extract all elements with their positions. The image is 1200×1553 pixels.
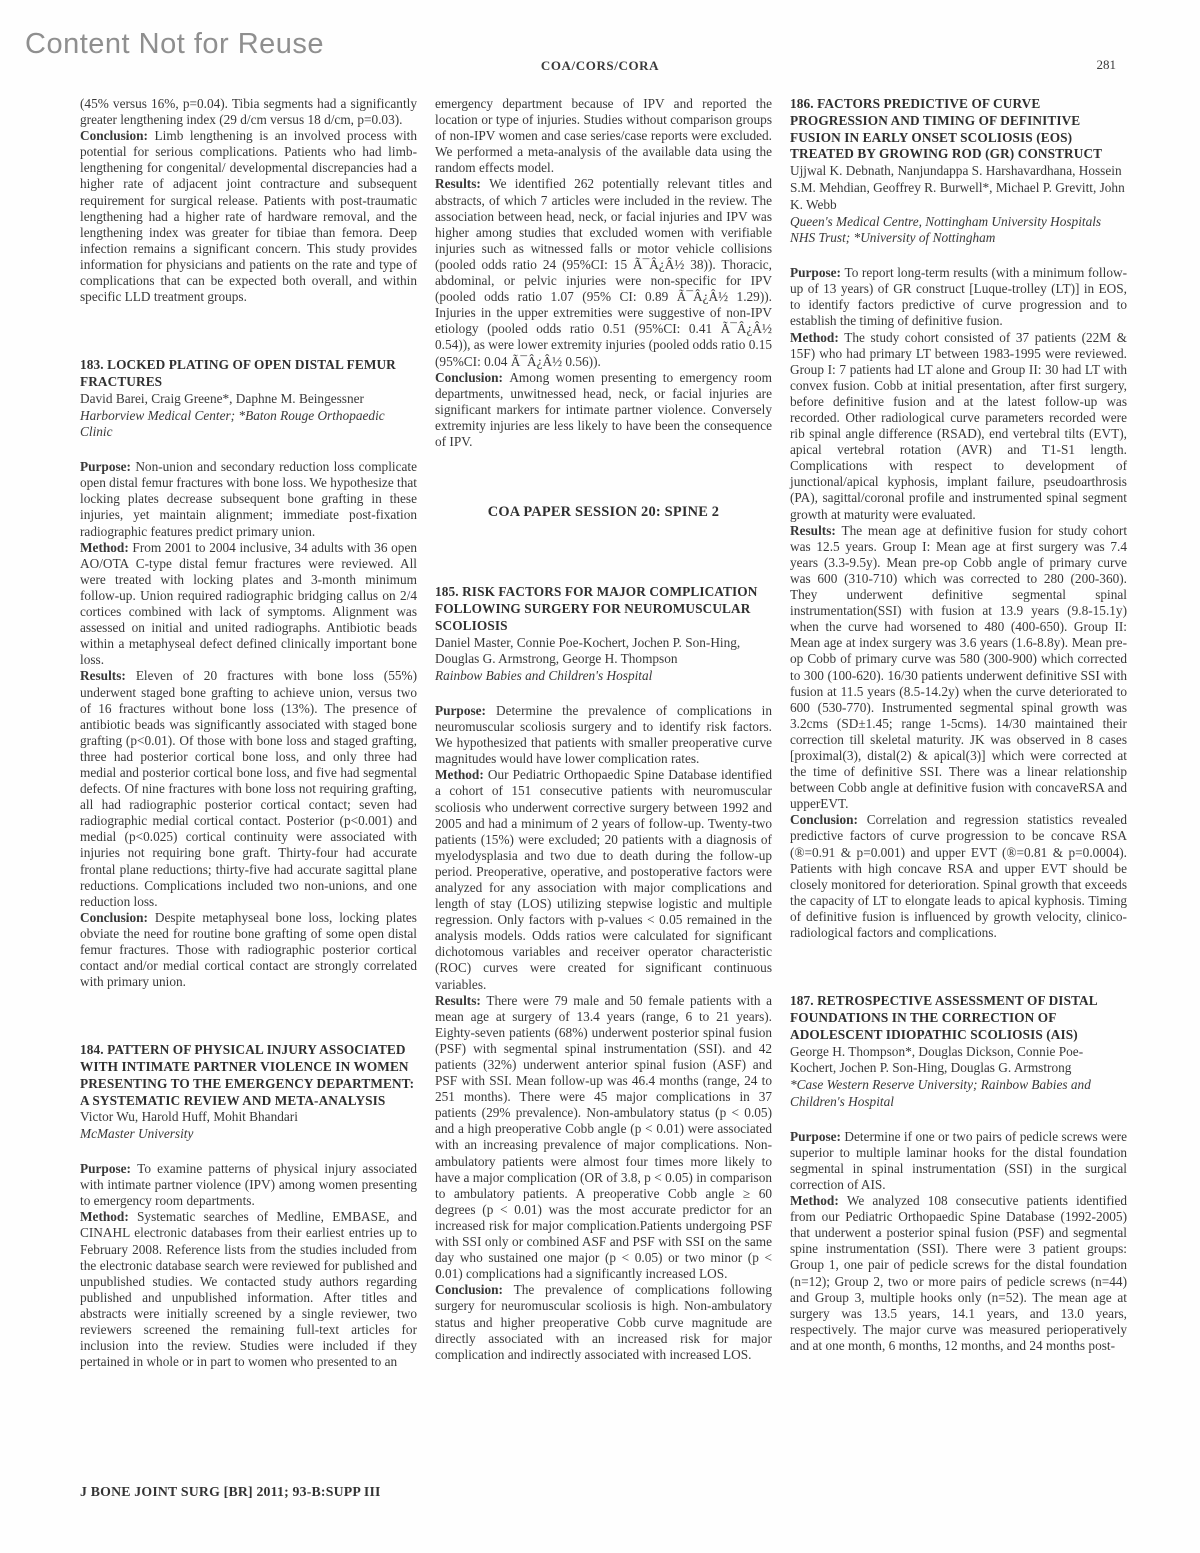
abstract-affiliation: Harborview Medical Center; *Baton Rouge Orthopaedic Clinic: [80, 407, 385, 440]
abstract-paragraph: Method: We analyzed 108 consecutive patients identified from our Pediatric Orthopaedic Spine Database (1992-2005) that underwent a posterior spinal fusion (PSF) and segmental spine instrumentation (SSI). There were 3 patient groups: Group 1, one pair of pedicle screws for the distal foundation (n=12); Group 2, two or more pairs of pedicle screws (n=44) and Group 3, multiple hooks only (n=52). The mean age at surgery was 13.5 years, 14.1 years, and 13.0 years, respectively. The major curve was measured perioperatively and at one month, 6 months, 12 months, and 24 months post-: [790, 1193, 1128, 1353]
content-not-for-reuse-watermark: Content Not for Reuse: [25, 28, 325, 60]
journal-citation: J BONE JOINT SURG [BR] 2011; 93-B:SUPP III: [80, 1484, 381, 1499]
abstract-authors: Ujjwal K. Debnath, Nanjundappa S. Harshavardhana, Hossein S.M. Mehdian, Geoffrey R. Burwell*, Michael P. Grevitt, John K. Webb: [790, 163, 1125, 212]
abstract-title: 187. RETROSPECTIVE ASSESSMENT OF DISTAL FOUNDATIONS IN THE CORRECTION OF ADOLESCENT IDIOPATHIC SCOLIOSIS (AIS): [790, 993, 1097, 1042]
abstract-affiliation: Queen's Medical Centre, Nottingham University Hospitals NHS Trust; *University of Nottingham: [790, 213, 1102, 246]
abstract-affiliation: Rainbow Babies and Children's Hospital: [435, 668, 653, 684]
abstract-authors: Victor Wu, Harold Huff, Mohit Bhandari: [80, 1109, 298, 1125]
abstract-paragraph: Purpose: Non-union and secondary reduction loss complicate open distal femur fractures with bone loss. We hypothesize that locking plates decrease subsequent bone grafting in these injuries, yet maintain alignment; immediate post-fixation radiographic features predict primary union.: [80, 459, 417, 539]
section-label: Results:: [435, 992, 487, 1008]
abstract-authors: David Barei, Craig Greene*, Daphne M. Beingessner: [80, 390, 364, 406]
abstract-title: 186. FACTORS PREDICTIVE OF CURVE PROGRESSION AND TIMING OF DEFINITIVE FUSION IN EARLY ONSET SCOLIOSIS (EOS) TREATED BY GROWING ROD (GR) CONSTRUCT: [790, 96, 1103, 162]
abstract-affiliation: *Case Western Reserve University; Rainbow Babies and Children's Hospital: [790, 1077, 1091, 1109]
section-label: Purpose:: [790, 265, 845, 281]
section-label: Results:: [435, 176, 490, 192]
abstract-paragraph: Conclusion: Limb lengthening is an involved process with potential for serious complications. Patients who had limb-lengthening for congenital/ developmental discrepancies had a higher rate of adjacent joint contracture and subsequent requirement for surgical release. Patients with post-traumatic lengthening had a higher rate of hardware removal, and the lengthening index was greater for tibiae than femora. Deep infection remains a significant concern. This study provides information for physicians and patients on the rate and type of complications that can be expected both overall, and within specific LLD treatment groups.: [80, 128, 417, 305]
section-label: Method:: [790, 329, 845, 345]
section-label: Method:: [80, 1209, 138, 1225]
section-label: Method:: [790, 1193, 847, 1209]
abstract-paragraph: Method: Systematic searches of Medline, EMBASE, and CINAHL electronic databases from their earliest entries up to February 2008. Reference lists from the studies included from the electronic database search were reviewed for published and unpublished studies. We contacted study authors regarding published and unpublished information. After titles and abstracts were initially screened by a single reviewer, two reviewers screened the remaining full-text articles for inclusion into the review. Studies were included if they pertained in whole or in part to women who presented to an: [80, 1209, 417, 1370]
abstract-title: 185. RISK FACTORS FOR MAJOR COMPLICATION FOLLOWING SURGERY FOR NEUROMUSCULAR SCOLIOSIS: [435, 584, 758, 633]
section-label: Conclusion:: [790, 812, 867, 828]
column-2: [435, 96, 772, 1370]
section-label: Method:: [80, 539, 133, 555]
abstract-paragraph: Conclusion: Despite metaphyseal bone loss, locking plates obviate the need for routine bone grafting of some open distal femur fractures. Those with radiographic posterior cortical contact and/or medial cortical contact are strongly correlated with primary union.: [80, 909, 417, 990]
section-label: Conclusion:: [435, 369, 510, 385]
abstract-paragraph: Purpose: Determine if one or two pairs of pedicle screws were superior to multiple laminar hooks for the distal foundation segmental in spinal instrumentation (SSI) in the surgical correction of AIS.: [790, 1128, 1127, 1192]
section-label: Conclusion:: [80, 128, 155, 144]
abstract-authors: George H. Thompson*, Douglas Dickson, Connie Poe-Kochert, Jochen P. Son-Hing, Douglas G. Armstrong: [790, 1043, 1084, 1076]
abstract-paragraph: Results: The mean age at definitive fusion for study cohort was 12.5 years. Group I: Mean age at first surgery was 7.4 years (3.3-9.5y). Mean pre-op Cobb angle of primary curve was 600 (310-710) which was corrected to 280 (200-360). They underwent definitive segmental spinal instrumentation(SSI) with fusion at 13.9 years (9.8-15.1y) when the curve had worsened to 480 (400-650). Group II: Mean age at index surgery was 3.6 years (1.6-8.8y). Mean pre-op Cobb of primary curve was 580 (300-900) which corrected to 300 (100-620). 16/30 patients underwent definitive SSI with fusion at 11.5 years (8.5-14.2y) when the curve deteriorated to 600 (530-770). Instrumented segmental spinal growth was 3.2cms (SD±1.45; range 1-5cms). 14/30 maintained their correction till skeletal maturity. JK was observed in 8 cases [proximal(3), distal(2) & apical(3)] which were corrected at the time of definitive SSI. There was a linear relationship between Cobb angle at definitive fusion with concaveRSA and upperEVT.: [790, 522, 1128, 812]
abstract-title: 184. PATTERN OF PHYSICAL INJURY ASSOCIATED WITH INTIMATE PARTNER VIOLENCE IN WOMEN PRESENTING TO THE EMERGENCY DEPARTMENT: A SYSTEMATIC REVIEW AND META-ANALYSIS: [80, 1042, 415, 1108]
section-label: Conclusion:: [435, 1282, 514, 1298]
section-label: Conclusion:: [80, 909, 155, 925]
abstract-paragraph: Conclusion: The prevalence of complications following surgery for neuromuscular scoliosis is high. Non-ambulatory status and higher preoperative Cobb curve magnitude are directly associated with an increased risk for major complication and indirectly associated with increased LOS.: [435, 1282, 772, 1362]
section-label: Results:: [80, 668, 136, 684]
abstract-affiliation: McMaster University: [80, 1126, 194, 1142]
column-1: [80, 96, 417, 1370]
abstract-paragraph: Method: The study cohort consisted of 37 patients (22M & 15F) who had primary LT between 1983-1995 were reviewed. Group I: 7 patients had LT alone and Group II: 30 had LT with convex fusion. Cobb at initial presentation, after first surgery, before definitive fusion and at the latest follow-up was recorded. Other radiological curve parameters recorded were rib spinal angle difference (RSAD), end vertebral tilts (EVT), apical vertebral rotation (AVR) and T1-S1 length. Complications with respect to development of junctional/apical kyphosis, implant failure, pseudoarthrosis (PA), sagittal/coronal profile and instrumented spinal segment growth at maturity were evaluated.: [790, 329, 1127, 522]
abstract-paragraph: Purpose: Determine the prevalence of complications in neuromuscular scoliosis surgery and to identify risk factors. We hypothesized that patients with smaller preoperative curve magnitudes would have lower complication rates.: [435, 702, 772, 767]
abstract-paragraph: (45% versus 16%, p=0.04). Tibia segments had a significantly greater lengthening index (29 d/cm versus 18 d/cm, p=0.03).: [80, 96, 417, 128]
column-3: [790, 96, 1127, 1370]
section-label: Method:: [435, 767, 488, 783]
abstract-paragraph: Purpose: To report long-term results (with a minimum follow-up of 13 years) of GR construct [Luque-trolley (LT)] in EOS, to identify factors predictive of curve progression and to establish the timing of definitive fusion.: [790, 265, 1127, 329]
abstract-paragraph: emergency department because of IPV and reported the location or type of injuries. Studies without comparison groups of non-IPV women and case series/case reports were excluded. We performed a meta-analysis of the available data using the random effects model.: [435, 96, 772, 176]
abstract-paragraph: Conclusion: Among women presenting to emergency room departments, unwitnessed head, neck, or facial injuries are significant markers for intimate partner violence. Conversely extremity injuries are less likely to have been the consequence of IPV.: [435, 369, 772, 449]
abstract-paragraph: Conclusion: Correlation and regression statistics revealed predictive factors of curve progression to be concave RSA (®=0.91 & p=0.001) and upper EVT (®=0.81 & p=0.0004). Patients with high concave RSA and upper EVT should be closely monitored for deterioration. Spinal growth that exceeds the capacity of LT to elongate leads to apical kyphosis. Timing of definitive fusion is influenced by growth velocity, clinico-radiological factors and complications.: [790, 812, 1127, 941]
page-number: 281: [1096, 57, 1116, 72]
section-label: Purpose:: [80, 1161, 138, 1177]
abstract-paragraph: Purpose: To examine patterns of physical injury associated with intimate partner violence (IPV) among women presenting to emergency room departments.: [80, 1161, 417, 1209]
section-label: Purpose:: [435, 702, 496, 718]
abstract-paragraph: Results: There were 79 male and 50 female patients with a mean age at surgery of 13.4 years (range, 6 to 21 years). Eighty-seven patients (68%) underwent posterior spinal fusion (PSF) with segmental spinal instrumentation (SSI). and 42 patients (32%) underwent anterior spinal fusion (ASF) and PSF with SSI. Mean follow-up was 46.4 months (range, 24 to 251 months). There were 45 major complications in 37 patients (29% prevalence). Non-ambulatory status (p < 0.05) and a high preoperative Cobb angle (p < 0.01) were associated with an increasing prevalence of major complications. Non-ambulatory patients were almost four times more likely to have a major complication (OR of 3.8, p < 0.05) in comparison to ambulatory patients. A preoperative Cobb angle ≥ 60 degrees (p < 0.01) was the most accurate predictor for an increased risk for major complication.Patients undergoing PSF with SSI only or combined ASF and PSF with SSI on the same day who sustained one major (p < 0.05) or two minor (p < 0.01) complications had a significantly increased LOS.: [435, 992, 772, 1282]
abstract-title: 183. LOCKED PLATING OF OPEN DISTAL FEMUR FRACTURES: [80, 357, 396, 390]
abstract-paragraph: Method: From 2001 to 2004 inclusive, 34 adults with 36 open AO/OTA C-type distal femur fractures were reviewed. All were treated with locking plates and 3-month minimum follow-up. Union required radiographic bridging callus on 2/4 cortices combined with lack of symptoms. Alignment was assessed on initial and united radiographs. Antibiotic beads within a metaphyseal defect defined clinically important bone loss.: [80, 539, 417, 668]
section-label: Purpose:: [80, 459, 136, 475]
abstract-paragraph: Results: We identified 262 potentially relevant titles and abstracts, of which 7 articles were included in the review. The association between head, neck, or facial injuries and IPV was higher among studies that excluded women with verifiable injuries such as witnessed falls or motor vehicle collisions (pooled odds ratio 24 (95%CI: 15 Ã¯Â¿Â½ 38)). Thoracic, abdominal, or pelvic injuries were non-specific for IPV (pooled odds ratio 1.07 (95% CI: 0.89 Ã¯Â¿Â½ 1.29)). Injuries in the upper extremities were suggestive of non-IPV etiology (pooled odds ratio 0.51 (95%CI: 0.41 Ã¯Â¿Â½ 0.54)), as were lower extremity injuries (pooled odds ratio 0.15 (95%CI: 0.04 Ã¯Â¿Â½ 0.56)).: [435, 176, 772, 369]
abstract-authors: Daniel Master, Connie Poe-Kochert, Jochen P. Son-Hing, Douglas G. Armstrong, George H. Thompson: [435, 634, 741, 667]
running-head: COA/CORS/CORA: [540, 58, 660, 73]
session-heading: COA PAPER SESSION 20: SPINE 2: [487, 504, 720, 521]
column-container: [80, 96, 1127, 1370]
abstract-paragraph: Method: Our Pediatric Orthopaedic Spine Database identified a cohort of 151 consecutive patients with neuromuscular scoliosis who underwent corrective surgery between 1992 and 2005 and had a minimum of 2 years of follow-up. Twenty-two patients (15%) were excluded; 20 patients with a diagnosis of myelodysplasia and two due to death during the follow-up period. Preoperative, operative, and postoperative factors were analyzed for any association with major complications and length of stay (LOS) utilizing stepwise logistic and multiple regression. Only factors with p-values < 0.05 remained in the analysis models. Odds ratios were calculated for significant dichotomous variables and receiver operator characteristic (ROC) curves were created for significant continuous variables.: [435, 767, 773, 992]
abstract-paragraph: Results: Eleven of 20 fractures with bone loss (55%) underwent staged bone grafting to achieve union, versus two of 16 fractures without bone loss (13%). The presence of antibiotic beads was significantly associated with staged bone grafting (p<0.01). Of those with bone loss and staged grafting, three had posterior cortical bone loss, and only three had medial and posterior cortical bone loss, and five had segmental defects. Of nine fractures with bone loss not requiring grafting, all had radiographic posterior cortical contact; seven had radiographic medial cortical contact. Posterior (p<0.001) and medial (p<0.025) cortical continuity were associated with injuries not requiring bone graft. Thirty-four had accurate frontal plane reductions; thirty-five had accurate sagittal plane reductions. Complications included two non-unions, and one reduction loss.: [80, 668, 418, 909]
section-label: Purpose:: [790, 1128, 845, 1144]
section-label: Results:: [790, 522, 842, 538]
